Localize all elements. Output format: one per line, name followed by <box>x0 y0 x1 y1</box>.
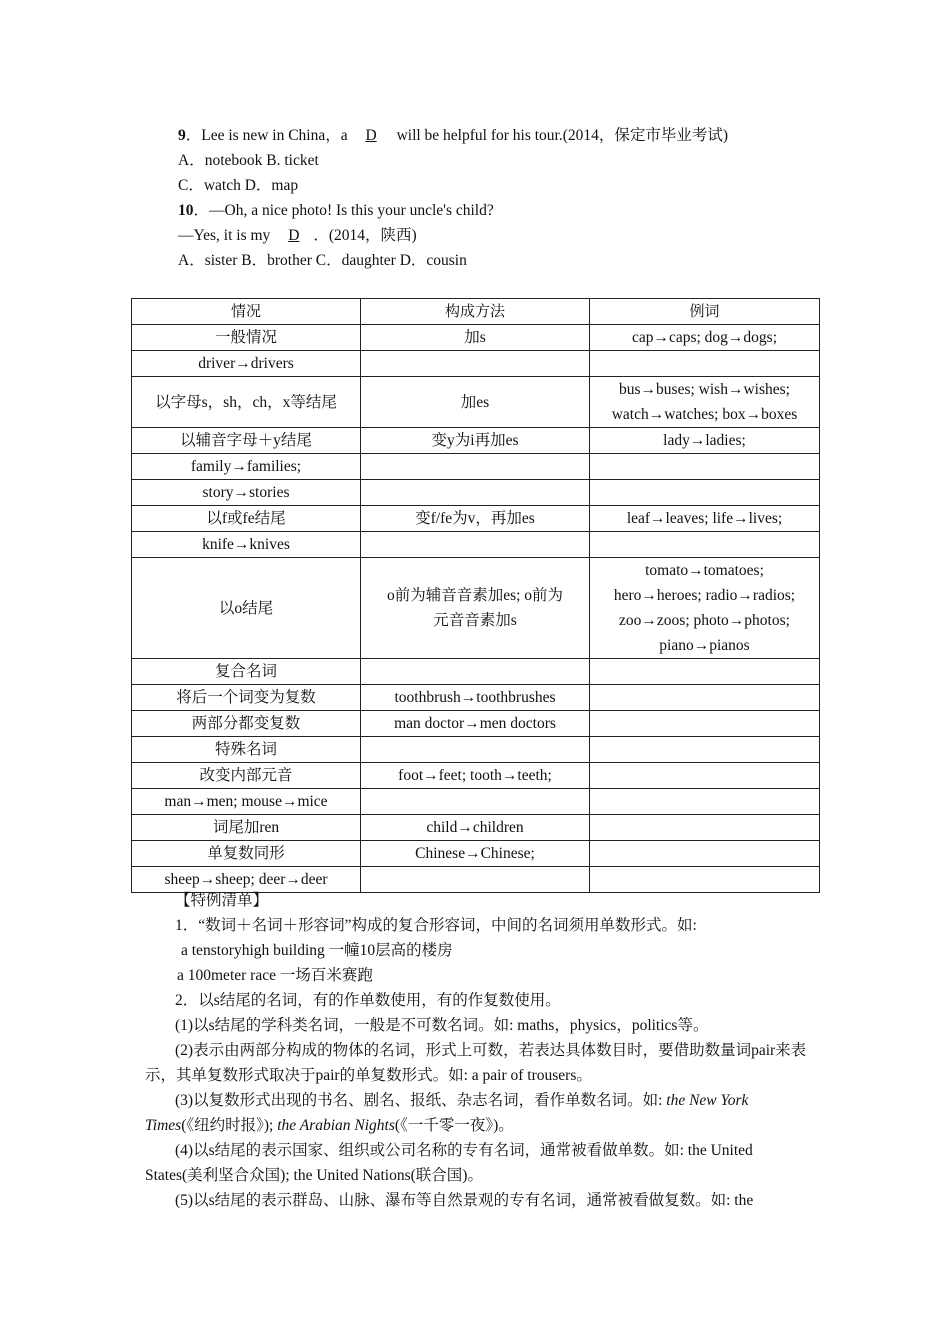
table-cell-case: 词尾加ren <box>132 815 361 841</box>
table-cell-method <box>361 351 590 377</box>
table-cell-case: 特殊名词 <box>132 737 361 763</box>
table-cell-method: toothbrush→toothbrushes <box>361 685 590 711</box>
table-cell-examples: lady→ladies; <box>590 428 820 454</box>
note-2-1: (1)以s结尾的学科类名词，一般是不可数名词。如: maths，physics，politics等。 <box>175 1017 709 1034</box>
note-1: 1．“数词＋名词＋形容词”构成的复合形容词，中间的名词须用单数形式。如: <box>175 917 697 934</box>
question-9-stem <box>178 126 728 146</box>
question-9-options-a-b: A．notebook B. ticket <box>178 152 319 169</box>
table-cell-case: 改变内部元音 <box>132 763 361 789</box>
note-2-3 <box>145 1088 807 1138</box>
table-cell-method: man doctor→men doctors <box>361 711 590 737</box>
table-cell-examples <box>590 351 820 377</box>
table-row <box>132 711 820 737</box>
table-row <box>132 789 820 815</box>
table-row <box>132 480 820 506</box>
question-text: will be helpful for his tour.(2014，保定市毕业考试) <box>392 127 729 144</box>
table-cell-examples: leaf→leaves; life→lives; <box>590 506 820 532</box>
table-cell-case: 以字母s，sh，ch，x等结尾 <box>132 377 361 428</box>
answer-blank: D <box>288 227 300 244</box>
answer-blank: D <box>365 127 377 144</box>
table-row <box>132 737 820 763</box>
table-header-method: 构成方法 <box>361 299 590 325</box>
question-10-options: A．sister B．brother C．daughter D．cousin <box>178 252 467 269</box>
table-cell-case: sheep→sheep; deer→deer <box>132 867 361 893</box>
table-row <box>132 685 820 711</box>
table-cell-method <box>361 532 590 558</box>
table-cell-examples: tomato→tomatoes; hero→heroes; radio→radios; zoo→zoos; photo→photos; piano→pianos <box>590 558 820 659</box>
table-cell-method: foot→feet; tooth→teeth; <box>361 763 590 789</box>
table-cell-examples: bus→buses; wish→wishes; watch→watches; box→boxes <box>590 377 820 428</box>
table-cell-case: 以辅音字母＋y结尾 <box>132 428 361 454</box>
table-cell-case: family→families; <box>132 454 361 480</box>
table-cell-case: 复合名词 <box>132 659 361 685</box>
table-header-examples: 例词 <box>590 299 820 325</box>
table-cell-examples <box>590 815 820 841</box>
table-cell-method: 加es <box>361 377 590 428</box>
book-title: the New York Times <box>145 1092 749 1134</box>
table-cell-case: 以o结尾 <box>132 558 361 659</box>
question-10-reply <box>178 226 417 246</box>
table-row <box>132 815 820 841</box>
table-row <box>132 351 820 377</box>
table-cell-examples <box>590 711 820 737</box>
plural-rules-table <box>131 298 820 893</box>
book-title: the Arabian Nights <box>277 1117 395 1134</box>
table-cell-method <box>361 659 590 685</box>
table-cell-method: o前为辅音音素加es; o前为 元音音素加s <box>361 558 590 659</box>
section-heading: 【特例清单】 <box>175 891 269 909</box>
table-cell-case: driver→drivers <box>132 351 361 377</box>
table-cell-method <box>361 480 590 506</box>
question-text: ．—Oh, a nice photo! Is this your uncle's child? <box>193 202 494 219</box>
table-row <box>132 428 820 454</box>
table-row <box>132 558 820 659</box>
note-2-5: (5)以s结尾的表示群岛、山脉、瀑布等自然景观的专有名词，通常被看做复数。如: the <box>175 1192 754 1209</box>
table-cell-method <box>361 737 590 763</box>
note-1-example-2: a 100meter race 一场百米赛跑 <box>177 967 373 984</box>
table-row <box>132 841 820 867</box>
table-row <box>132 506 820 532</box>
reply-text: ．(2014，陕西) <box>313 227 417 244</box>
question-10-stem <box>178 201 494 221</box>
table-cell-method: 变f/fe为v，再加es <box>361 506 590 532</box>
table-cell-case: story→stories <box>132 480 361 506</box>
note-text: (《一千零一夜》)。 <box>394 1117 514 1134</box>
table-cell-method: child→children <box>361 815 590 841</box>
table-body <box>132 325 820 893</box>
table-header-case: 情况 <box>132 299 361 325</box>
question-9-options-c-d: C．watch D．map <box>178 177 299 194</box>
table-cell-examples: cap→caps; dog→dogs; <box>590 325 820 351</box>
note-2-4: (4)以s结尾的表示国家、组织或公司名称的专有名词，通常被看做单数。如: the United States(美利坚合众国); the United Nations(联合国)。 <box>145 1142 753 1184</box>
table-row <box>132 325 820 351</box>
table-cell-examples <box>590 532 820 558</box>
note-2-2: (2)表示由两部分构成的物体的名词，形式上可数，若表达具体数目时，要借助数量词pair来表示，其单复数形式取决于pair的单复数形式。如: a pair of trousers。 <box>145 1042 807 1084</box>
table-cell-examples <box>590 763 820 789</box>
table-cell-case: 以f或fe结尾 <box>132 506 361 532</box>
table-cell-method: 变y为i再加es <box>361 428 590 454</box>
table-cell-case: knife→knives <box>132 532 361 558</box>
table-cell-case: 两部分都变复数 <box>132 711 361 737</box>
table-cell-examples <box>590 737 820 763</box>
table-cell-examples <box>590 659 820 685</box>
table-cell-method <box>361 454 590 480</box>
special-cases-section <box>145 888 807 1213</box>
table-cell-method <box>361 789 590 815</box>
note-text: (3)以复数形式出现的书名、剧名、报纸、杂志名词，看作单数名词。如: <box>175 1092 667 1109</box>
table-row <box>132 532 820 558</box>
table-cell-examples <box>590 685 820 711</box>
table-cell-examples <box>590 789 820 815</box>
table-cell-method: 加s <box>361 325 590 351</box>
table-cell-case: 将后一个词变为复数 <box>132 685 361 711</box>
question-number: 10 <box>178 202 194 219</box>
note-text: (《纽约时报》); <box>181 1117 278 1134</box>
table-cell-examples <box>590 454 820 480</box>
table-cell-case: 单复数同形 <box>132 841 361 867</box>
question-text: ．Lee is new in China，a <box>185 127 352 144</box>
table-row <box>132 377 820 428</box>
table-cell-case: man→men; mouse→mice <box>132 789 361 815</box>
table-cell-case: 一般情况 <box>132 325 361 351</box>
table-row <box>132 454 820 480</box>
table-cell-examples <box>590 841 820 867</box>
note-2: 2．以s结尾的名词，有的作单数使用，有的作复数使用。 <box>175 992 561 1009</box>
question-number: 9 <box>178 127 186 144</box>
table-cell-examples <box>590 480 820 506</box>
table-cell-method: Chinese→Chinese; <box>361 841 590 867</box>
note-1-example-1: a tenstoryhigh building 一幢10层高的楼房 <box>181 942 453 959</box>
table-row <box>132 763 820 789</box>
table-row <box>132 659 820 685</box>
reply-text: —Yes, it is my <box>178 227 275 244</box>
